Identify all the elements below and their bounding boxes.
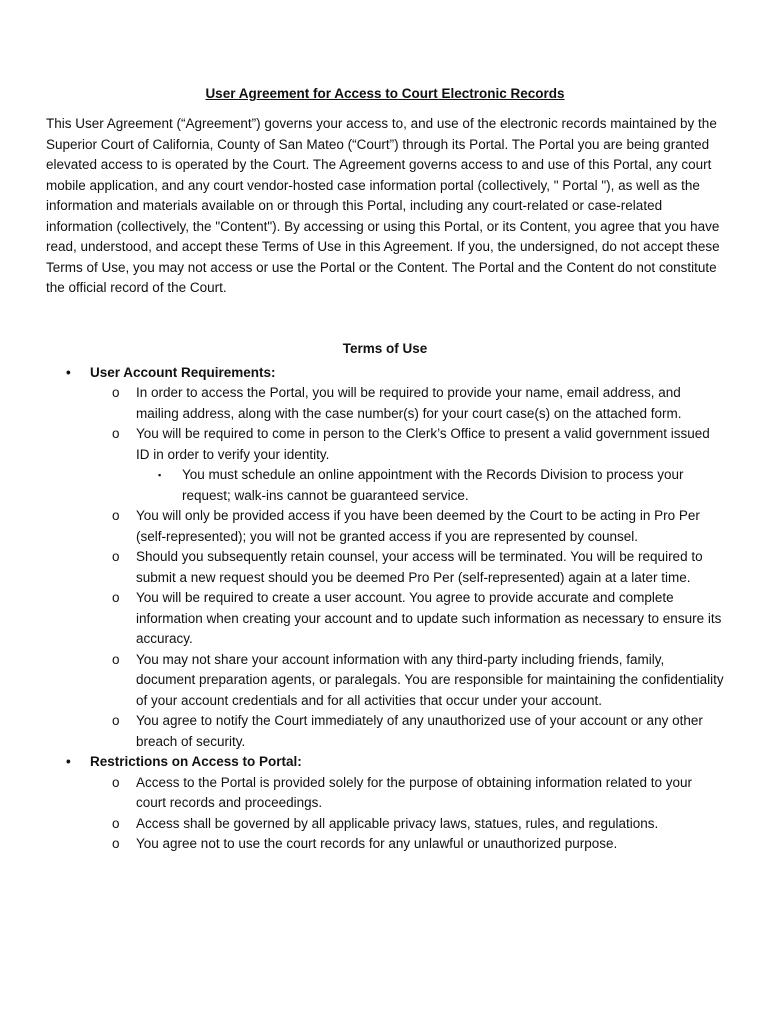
document-title: User Agreement for Access to Court Electronic Records [205,86,565,101]
circle-bullet-icon: o [112,426,120,441]
list-item [90,547,724,588]
section-items [90,383,724,752]
circle-bullet-icon: o [112,713,120,728]
section-items [90,773,724,855]
terms-heading: Terms of Use [342,340,428,356]
terms-list [46,363,724,855]
list-item-text: You agree to notify the Court immediately of any unauthorized use of your account or any other breach of security. [136,713,703,749]
circle-bullet-icon: o [112,815,120,831]
list-item [90,711,724,752]
list-item [90,814,724,835]
list-item [90,424,724,506]
section-title: User Account Requirements: [90,364,276,380]
list-item [90,383,724,424]
list-item [90,834,724,855]
circle-bullet-icon: o [112,508,120,523]
section-title: Restrictions on Access to Portal: [90,754,302,769]
intro-paragraph: This User Agreement (“Agreement”) governs your access to, and use of the electronic records maintained by the Superior Court of California, County of San Mateo (“Court”) through its Portal. The Portal you are being granted elevated access to is operated by the Court. The Agreement governs access to and use of this Portal, any court mobile application, and any court vendor-hosted case information portal (collectively, " Portal "), as well as the information and materials available on or through this Portal, including any court-related or case-related information (collectively, the "Content"). By accessing or using this Portal, or its Content, you agree that you have read, understood, and accept these Terms of Use in this Agreement. If you, the undersigned, do not accept these Terms of Use, you may not access or use the Portal or the Content. The Portal and the Content do not constitute the official record of the Court. [46,116,720,295]
list-item [90,650,724,712]
list-item-text: Access shall be governed by all applicable privacy laws, statues, rules, and regulations. [136,815,659,831]
list-item-text: You may not share your account information with any third-party including friends, family, document preparation agents, or paralegals. You are responsible for maintaining the confidentiality of your account credentials and for all activities that occur under your account. [136,651,724,708]
list-item-text: You will only be provided access if you have been deemed by the Court to be acting in Pro Per (self-represented); you will not be granted access if you are represented by counsel. [136,508,700,544]
circle-bullet-icon: o [112,549,120,564]
list-item-text: You agree not to use the court records for any unlawful or unauthorized purpose. [136,836,618,851]
section-user-account-requirements [46,363,724,753]
list-item-text: In order to access the Portal, you will be required to provide your name, email address, and mailing address, along with the case number(s) for your court case(s) on the attached form. [136,385,682,421]
circle-bullet-icon: o [112,836,120,851]
list-item [90,588,724,650]
list-item-text: Access to the Portal is provided solely for the purpose of obtaining information related to your court records and proceedings. [136,774,693,810]
circle-bullet-icon: o [112,590,120,605]
list-item [90,773,724,814]
section-restrictions-on-access [46,752,724,855]
sub-list-item [136,465,724,506]
list-item-text: You will be required to create a user account. You agree to provide accurate and complete information when creating your account and to update such information as necessary to ensure its accuracy. [136,590,722,646]
square-bullet-icon: ▪ [158,470,162,480]
circle-bullet-icon: o [112,774,120,790]
circle-bullet-icon: o [112,385,120,400]
list-item-text: Should you subsequently retain counsel, your access will be terminated. You will be required to submit a new request should you be deemed Pro Per (self-represented) again at a later time. [136,549,703,585]
sub-items [136,465,724,506]
sub-list-item-text: You must schedule an online appointment with the Records Division to process your request; walk-ins cannot be guaranteed service. [182,467,684,503]
bullet-icon: • [66,364,71,380]
list-item [90,506,724,547]
bullet-icon: • [66,754,71,769]
list-item-text: You will be required to come in person to the Clerk’s Office to present a valid government issued ID in order to verify your identity. [136,426,710,462]
circle-bullet-icon: o [112,651,120,667]
